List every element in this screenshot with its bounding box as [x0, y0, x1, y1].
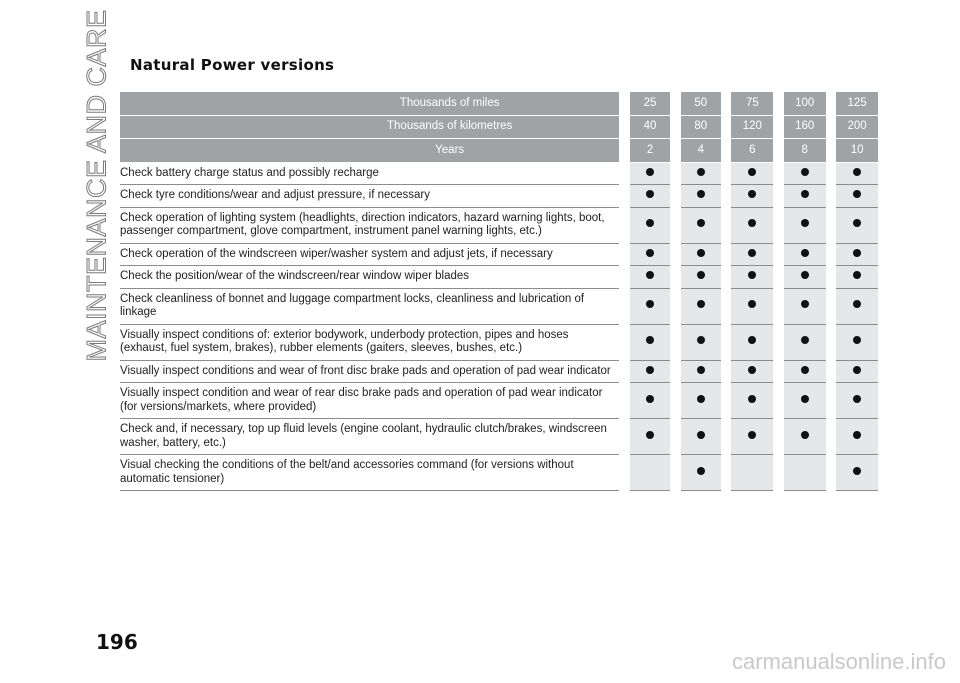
column-gap: [619, 92, 630, 116]
column-gap: [670, 139, 681, 163]
interval-cell: [681, 208, 721, 244]
column-gap: [670, 208, 681, 244]
column-gap: [826, 244, 837, 267]
header-value: 200: [836, 116, 878, 140]
header-value: 125: [836, 92, 878, 116]
column-gap: [826, 266, 837, 289]
column-gap: [721, 116, 732, 140]
interval-cell: [836, 244, 878, 267]
bullet-icon: [697, 219, 705, 227]
column-gap: [721, 208, 732, 244]
bullet-icon: [646, 249, 654, 257]
column-gap: [773, 383, 784, 419]
bullet-icon: [748, 271, 756, 279]
interval-cell: [784, 383, 826, 419]
bullet-icon: [646, 219, 654, 227]
column-gap: [826, 383, 837, 419]
column-gap: [721, 325, 732, 361]
chapter-side-title-text: MAINTENANCE AND CARE: [81, 8, 112, 362]
column-gap: [670, 383, 681, 419]
column-gap: [773, 208, 784, 244]
column-gap: [826, 163, 837, 186]
bullet-icon: [646, 190, 654, 198]
column-gap: [826, 139, 837, 163]
column-gap: [826, 289, 837, 325]
interval-cell: [784, 361, 826, 384]
interval-cell: [731, 455, 773, 491]
column-gap: [670, 419, 681, 455]
column-gap: [670, 289, 681, 325]
header-value: 2: [630, 139, 670, 163]
header-value: 160: [784, 116, 826, 140]
interval-cell: [731, 244, 773, 267]
bullet-icon: [646, 271, 654, 279]
chapter-side-title: [80, 8, 114, 362]
bullet-icon: [801, 168, 809, 176]
column-gap: [619, 455, 630, 491]
header-value: 75: [731, 92, 773, 116]
interval-cell: [731, 361, 773, 384]
column-gap: [721, 92, 732, 116]
bullet-icon: [853, 467, 861, 475]
bullet-icon: [697, 467, 705, 475]
column-gap: [619, 139, 630, 163]
interval-cell: [731, 208, 773, 244]
interval-cell: [731, 325, 773, 361]
section-title: Natural Power versions: [130, 56, 335, 74]
interval-cell: [836, 266, 878, 289]
interval-cell: [630, 383, 670, 419]
interval-cell: [731, 383, 773, 419]
bullet-icon: [697, 300, 705, 308]
bullet-icon: [748, 395, 756, 403]
interval-cell: [836, 383, 878, 419]
bullet-icon: [646, 300, 654, 308]
column-gap: [826, 361, 837, 384]
header-label: Years: [120, 139, 619, 163]
maintenance-table-body: [120, 92, 878, 491]
bullet-icon: [853, 300, 861, 308]
bullet-icon: [801, 336, 809, 344]
interval-cell: [836, 455, 878, 491]
table-row: [120, 289, 878, 325]
column-gap: [619, 289, 630, 325]
bullet-icon: [697, 168, 705, 176]
interval-cell: [784, 208, 826, 244]
maintenance-schedule-table: [120, 92, 878, 491]
bullet-icon: [748, 168, 756, 176]
interval-cell: [630, 163, 670, 186]
bullet-icon: [697, 249, 705, 257]
bullet-icon: [748, 219, 756, 227]
column-gap: [619, 208, 630, 244]
column-gap: [773, 289, 784, 325]
table-row: [120, 419, 878, 455]
interval-cell: [731, 266, 773, 289]
column-gap: [721, 383, 732, 419]
header-row: [120, 92, 878, 116]
table-row: [120, 163, 878, 186]
interval-cell: [630, 266, 670, 289]
interval-cell: [836, 289, 878, 325]
bullet-icon: [697, 190, 705, 198]
interval-cell: [784, 185, 826, 208]
interval-cell: [630, 289, 670, 325]
bullet-icon: [697, 336, 705, 344]
bullet-icon: [853, 190, 861, 198]
header-row: [120, 116, 878, 140]
table-row: [120, 455, 878, 491]
interval-cell: [630, 361, 670, 384]
column-gap: [721, 289, 732, 325]
column-gap: [773, 266, 784, 289]
bullet-icon: [853, 249, 861, 257]
column-gap: [826, 455, 837, 491]
column-gap: [670, 455, 681, 491]
interval-cell: [836, 185, 878, 208]
bullet-icon: [853, 271, 861, 279]
column-gap: [670, 361, 681, 384]
table-row: [120, 244, 878, 267]
bullet-icon: [697, 271, 705, 279]
check-description: Check operation of lighting system (headlights, direction indicators, hazard warning lights, boot, passenger compartment, glove compartment, instrument panel warning lights, etc.): [120, 208, 619, 244]
check-description: Check battery charge status and possibly recharge: [120, 163, 619, 186]
bullet-icon: [853, 366, 861, 374]
table-row: [120, 361, 878, 384]
check-description: Check operation of the windscreen wiper/washer system and adjust jets, if necessary: [120, 244, 619, 267]
interval-cell: [784, 266, 826, 289]
column-gap: [721, 163, 732, 186]
interval-cell: [836, 208, 878, 244]
interval-cell: [784, 325, 826, 361]
column-gap: [826, 92, 837, 116]
header-value: 120: [731, 116, 773, 140]
bullet-icon: [697, 431, 705, 439]
column-gap: [773, 455, 784, 491]
column-gap: [619, 266, 630, 289]
bullet-icon: [853, 336, 861, 344]
check-description: Visually inspect conditions of: exterior bodywork, underbody protection, pipes and hoses (exhaust, fuel system, brakes), rubber elements (gaiters, sleeves, bushes, etc.): [120, 325, 619, 361]
bullet-icon: [801, 366, 809, 374]
check-description: Check and, if necessary, top up fluid levels (engine coolant, hydraulic clutch/brakes, windscreen washer, battery, etc.): [120, 419, 619, 455]
bullet-icon: [748, 431, 756, 439]
check-description: Check cleanliness of bonnet and luggage compartment locks, cleanliness and lubrication of linkage: [120, 289, 619, 325]
table-row: [120, 208, 878, 244]
interval-cell: [630, 455, 670, 491]
check-description: Visual checking the conditions of the belt/and accessories command (for versions without automatic tensioner): [120, 455, 619, 491]
column-gap: [773, 419, 784, 455]
bullet-icon: [801, 219, 809, 227]
bullet-icon: [801, 395, 809, 403]
column-gap: [826, 116, 837, 140]
check-description: Visually inspect conditions and wear of front disc brake pads and operation of pad wear indicator: [120, 361, 619, 384]
page-number: 196: [96, 630, 138, 654]
header-label: Thousands of kilometres: [120, 116, 619, 140]
interval-cell: [784, 455, 826, 491]
column-gap: [670, 92, 681, 116]
column-gap: [721, 419, 732, 455]
bullet-icon: [748, 336, 756, 344]
check-description: Check tyre conditions/wear and adjust pressure, if necessary: [120, 185, 619, 208]
column-gap: [773, 185, 784, 208]
interval-cell: [681, 325, 721, 361]
bullet-icon: [801, 300, 809, 308]
bullet-icon: [801, 190, 809, 198]
interval-cell: [731, 289, 773, 325]
bullet-icon: [748, 249, 756, 257]
bullet-icon: [646, 168, 654, 176]
column-gap: [670, 116, 681, 140]
header-value: 10: [836, 139, 878, 163]
table-row: [120, 383, 878, 419]
column-gap: [619, 244, 630, 267]
column-gap: [670, 163, 681, 186]
header-value: 50: [681, 92, 721, 116]
header-value: 100: [784, 92, 826, 116]
interval-cell: [630, 419, 670, 455]
interval-cell: [784, 244, 826, 267]
bullet-icon: [646, 336, 654, 344]
column-gap: [773, 139, 784, 163]
column-gap: [670, 325, 681, 361]
bullet-icon: [853, 168, 861, 176]
interval-cell: [731, 163, 773, 186]
column-gap: [773, 325, 784, 361]
column-gap: [826, 208, 837, 244]
interval-cell: [681, 185, 721, 208]
interval-cell: [681, 266, 721, 289]
header-value: 40: [630, 116, 670, 140]
table-row: [120, 185, 878, 208]
column-gap: [826, 419, 837, 455]
column-gap: [721, 244, 732, 267]
column-gap: [773, 116, 784, 140]
column-gap: [721, 455, 732, 491]
column-gap: [619, 116, 630, 140]
column-gap: [619, 325, 630, 361]
interval-cell: [836, 163, 878, 186]
interval-cell: [681, 383, 721, 419]
interval-cell: [784, 419, 826, 455]
bullet-icon: [748, 300, 756, 308]
bullet-icon: [801, 271, 809, 279]
column-gap: [619, 185, 630, 208]
column-gap: [670, 185, 681, 208]
column-gap: [619, 419, 630, 455]
interval-cell: [630, 208, 670, 244]
interval-cell: [784, 289, 826, 325]
interval-cell: [630, 244, 670, 267]
column-gap: [773, 163, 784, 186]
interval-cell: [630, 185, 670, 208]
header-value: 4: [681, 139, 721, 163]
header-label: Thousands of miles: [120, 92, 619, 116]
interval-cell: [836, 361, 878, 384]
interval-cell: [836, 325, 878, 361]
bullet-icon: [748, 366, 756, 374]
interval-cell: [836, 419, 878, 455]
table-row: [120, 266, 878, 289]
header-value: 6: [731, 139, 773, 163]
column-gap: [826, 185, 837, 208]
table-row: [120, 325, 878, 361]
interval-cell: [630, 325, 670, 361]
column-gap: [721, 266, 732, 289]
column-gap: [670, 244, 681, 267]
interval-cell: [681, 289, 721, 325]
interval-cell: [681, 419, 721, 455]
interval-cell: [681, 455, 721, 491]
column-gap: [773, 361, 784, 384]
bullet-icon: [748, 190, 756, 198]
column-gap: [619, 383, 630, 419]
column-gap: [721, 361, 732, 384]
interval-cell: [681, 163, 721, 186]
column-gap: [773, 92, 784, 116]
bullet-icon: [697, 395, 705, 403]
bullet-icon: [646, 431, 654, 439]
bullet-icon: [853, 431, 861, 439]
interval-cell: [681, 361, 721, 384]
column-gap: [721, 139, 732, 163]
bullet-icon: [697, 366, 705, 374]
column-gap: [773, 244, 784, 267]
column-gap: [670, 266, 681, 289]
header-value: 8: [784, 139, 826, 163]
column-gap: [619, 163, 630, 186]
check-description: Visually inspect condition and wear of rear disc brake pads and operation of pad wear indicator (for versions/markets, where provided): [120, 383, 619, 419]
header-value: 25: [630, 92, 670, 116]
interval-cell: [731, 185, 773, 208]
bullet-icon: [853, 395, 861, 403]
bullet-icon: [853, 219, 861, 227]
watermark: carmanualsonline.info: [731, 649, 946, 674]
bullet-icon: [801, 249, 809, 257]
bullet-icon: [646, 395, 654, 403]
interval-cell: [731, 419, 773, 455]
bullet-icon: [801, 431, 809, 439]
check-description: Check the position/wear of the windscreen/rear window wiper blades: [120, 266, 619, 289]
header-row: [120, 139, 878, 163]
column-gap: [619, 361, 630, 384]
header-value: 80: [681, 116, 721, 140]
bullet-icon: [646, 366, 654, 374]
column-gap: [721, 185, 732, 208]
column-gap: [826, 325, 837, 361]
interval-cell: [681, 244, 721, 267]
interval-cell: [784, 163, 826, 186]
